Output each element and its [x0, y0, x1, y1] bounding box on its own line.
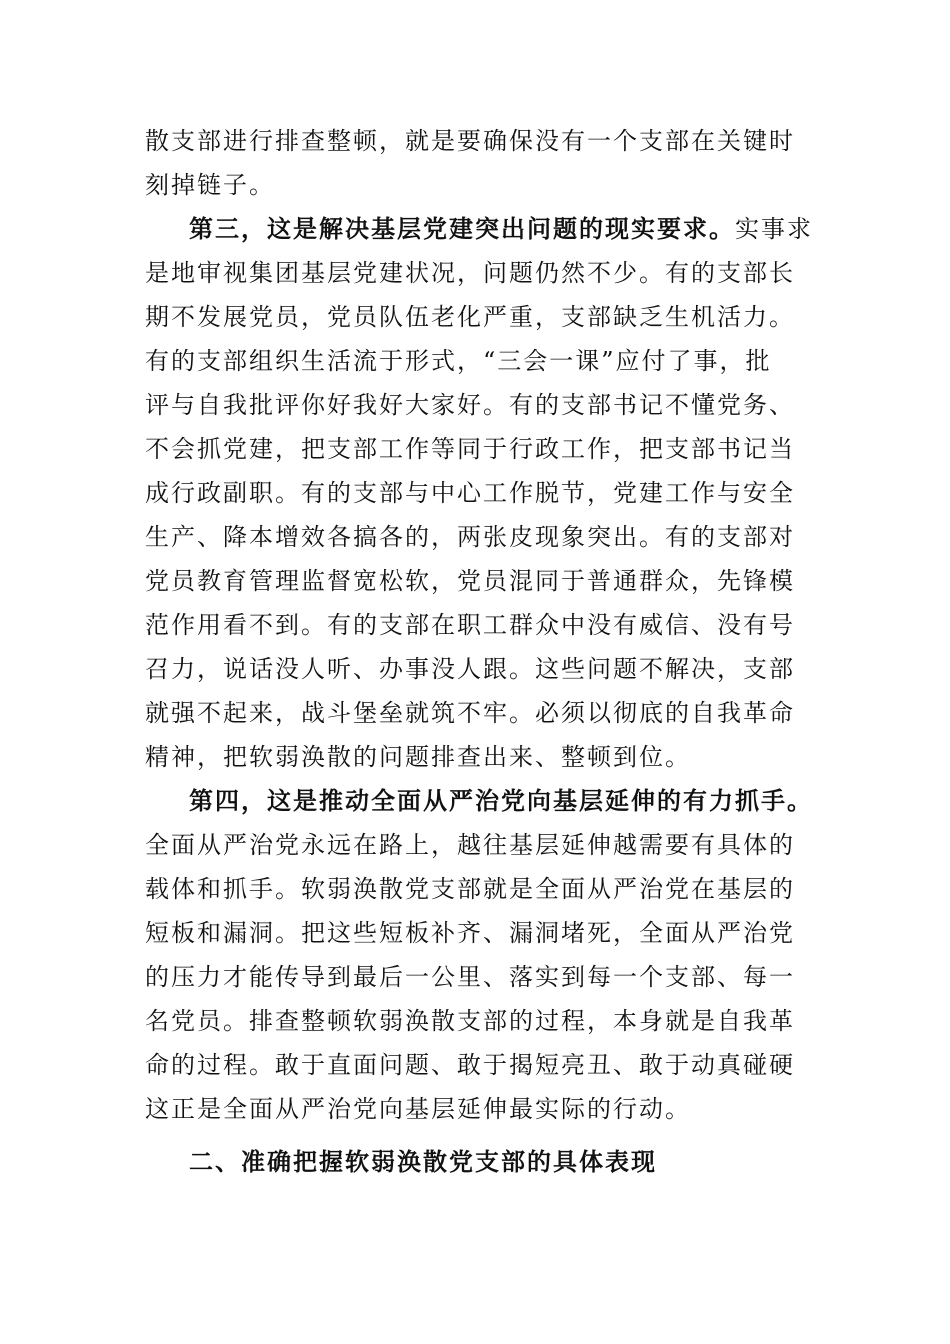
paragraph-lead-line [145, 207, 815, 251]
paragraph-line: 期不发展党员，党员队伍老化严重，支部缺乏生机活力。 [145, 303, 795, 331]
paragraph-line: 短板和漏洞。把这些短板补齐、漏洞堵死，全面从严治党 [145, 919, 795, 947]
document-body [145, 119, 815, 1184]
bold-lead-sentence: 第四，这是推动全面从严治党向基层延伸的有力抓手。 [189, 786, 813, 815]
paragraph-line: 有的支部组织生活流于形式，“三会一课”应付了事，批 [145, 347, 772, 375]
section-heading: 二、准确把握软弱涣散党支部的具体表现 [189, 1148, 657, 1176]
bold-lead-sentence: 第三，这是解决基层党建突出问题的现实要求。 [189, 214, 735, 243]
paragraph-lead-line [145, 779, 815, 823]
paragraph-line: 的压力才能传导到最后一公里、落实到每一个支部、每一 [145, 963, 795, 991]
paragraph-line: 就强不起来，战斗堡垒就筑不牢。必须以彻底的自我革命 [145, 699, 795, 727]
paragraph-line: 全面从严治党永远在路上，越往基层延伸越需要有具体的 [145, 831, 795, 859]
paragraph-line: 范作用看不到。有的支部在职工群众中没有威信、没有号 [145, 611, 795, 639]
paragraph-line: 召力，说话没人听、办事没人跟。这些问题不解决，支部 [145, 655, 795, 683]
paragraph-line: 名党员。排查整顿软弱涣散支部的过程，本身就是自我革 [145, 1007, 795, 1035]
paragraph-line: 载体和抓手。软弱涣散党支部就是全面从严治党在基层的 [145, 875, 795, 903]
paragraph-line: 精神，把软弱涣散的问题排查出来、整顿到位。 [145, 743, 691, 771]
paragraph-line: 刻掉链子。 [145, 171, 275, 199]
lead-continuation: 实事求 [735, 215, 813, 243]
paragraph-line: 是地审视集团基层党建状况，问题仍然不少。有的支部长 [145, 259, 795, 287]
paragraph-line: 命的过程。敢于直面问题、敢于揭短亮丑、敢于动真碰硬 [145, 1051, 795, 1079]
paragraph-line: 党员教育管理监督宽松软，党员混同于普通群众，先锋模 [145, 567, 795, 595]
paragraph-line: 不会抓党建，把支部工作等同于行政工作，把支部书记当 [145, 435, 795, 463]
paragraph-line: 散支部进行排查整顿，就是要确保没有一个支部在关键时 [145, 127, 795, 155]
paragraph-line: 生产、降本增效各搞各的，两张皮现象突出。有的支部对 [145, 523, 795, 551]
paragraph-line: 这正是全面从严治党向基层延伸最实际的行动。 [145, 1095, 691, 1123]
paragraph-line: 评与自我批评你好我好大家好。有的支部书记不懂党务、 [145, 391, 795, 419]
paragraph-line: 成行政副职。有的支部与中心工作脱节，党建工作与安全 [145, 479, 795, 507]
